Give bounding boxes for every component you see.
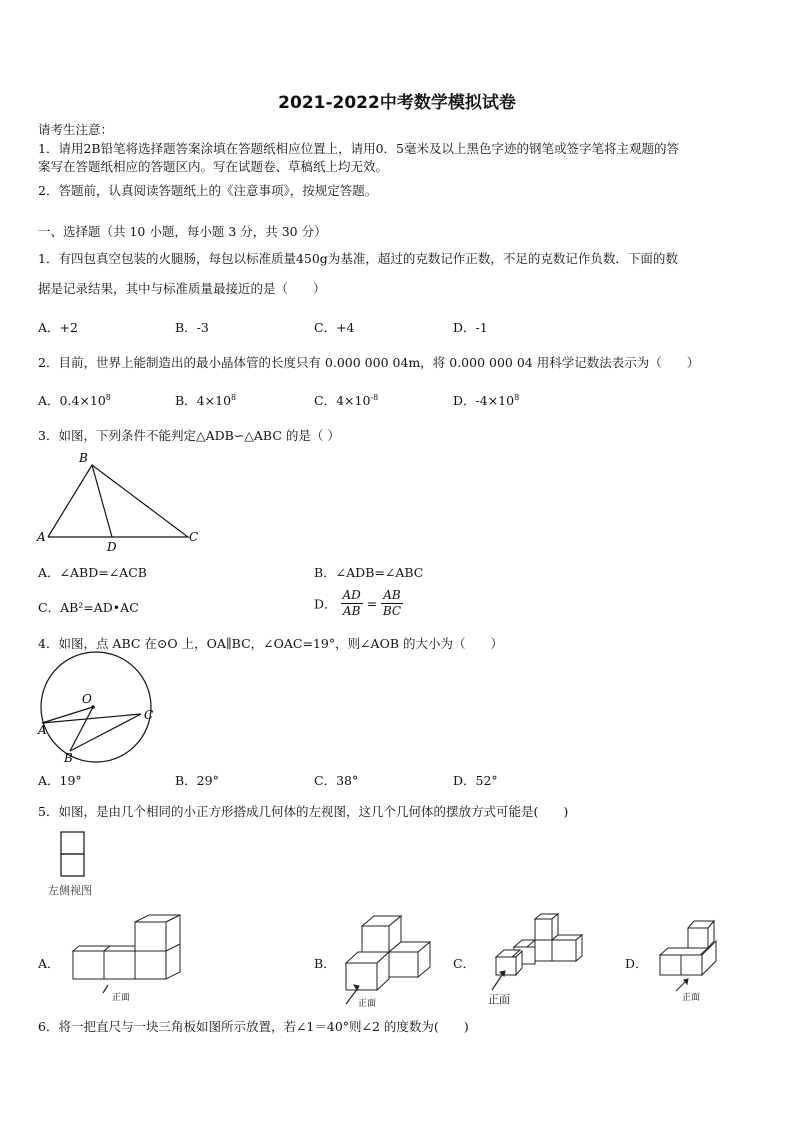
q5-option-d: D． [625,956,648,971]
q3-label-a: A [37,530,46,544]
q5-option-b: B． [314,956,336,971]
page-title: 2021-2022中考数学模拟试卷 [278,93,516,113]
q4-option-b: B．29° [175,773,219,788]
notice-line-3: 2．答题前，认真阅读答题纸上的《注意事项》，按规定答题。 [38,183,378,198]
q1-option-b: B．-3 [175,320,209,335]
fraction-ab-bc: $\frac{AB}{BC}$ [382,588,402,618]
q5-a-front-label: 正面 [112,993,131,1003]
question-5-stem: 5．如图，是由几个相同的小正方形搭成几何体的左视图，这几个几何体的摆放方式可能是( ) [38,804,569,819]
question-3-stem: 3．如图，下列条件不能判定△ADB∽△ABC 的是（ ） [38,428,340,443]
q5-option-a: A． [38,956,60,971]
q5-option-b-cubes [346,916,430,1004]
q4-option-c: C．38° [314,773,359,788]
q3-label-d: D [107,540,117,554]
question-6-stem: 6．将一把直尺与一块三角板如图所示放置，若∠1＝40°则∠2 的度数为( ) [38,1019,469,1034]
q5-c-front-label: 正面 [488,993,510,1006]
q3-option-c: C．AB²=AD•AC [38,600,139,615]
q5-option-c-cubes [492,914,582,990]
q5-option-c: C． [453,956,476,971]
question-1-line-2: 据是记录结果，其中与标准质量最接近的是（ ） [38,281,326,296]
q5-option-a-cubes [73,915,180,993]
q4-option-d: D．52° [453,773,498,788]
q2-option-c: C．$4\times 10^{-8}$ [314,392,379,408]
notice-line-1: 1．请用2B铅笔将选择题答案涂填在答题纸相应位置上，请用0．5毫米及以上黑色字迹的钢笔或签字笔将主观题的答 [38,141,679,156]
q2-option-d: D．$-4\times 10^8$ [453,392,520,408]
fraction-ad-ab: $\frac{AD}{AB}$ [342,588,361,618]
notice-heading: 请考生注意： [38,122,114,137]
left-view-caption: 左侧视图 [48,884,92,897]
q1-option-d: D．-1 [453,320,488,335]
q2-option-a: A．$0.4\times 10^8$ [38,392,111,408]
q3-option-d: D． $\frac{AD}{AB}$ = $\frac{AB}{BC}$ [314,588,402,618]
q3-option-b: B．∠ADB=∠ABC [314,565,424,580]
q4-label-a: A [38,723,47,737]
q3-label-c: C [189,530,199,544]
q1-option-a: A．+2 [38,320,78,335]
q2-option-b: B．$4\times 10^8$ [175,392,237,408]
question-4-stem: 4．如图，点 ABC 在⊙O 上，OA∥BC，∠OAC=19°，则∠AOB 的大小为（ ） [38,636,503,651]
q4-label-b: B [64,751,73,765]
q3-option-a: A．∠ABD=∠ACB [38,565,147,580]
q4-label-o: O [82,692,92,706]
question-1-line-1: 1．有四包真空包装的火腿肠，每包以标准质量450g为基准，超过的克数记作正数，不足的克数记作负数．下面的数 [38,251,678,266]
q4-label-c: C [144,708,154,722]
q5-option-d-cubes [660,921,716,991]
q3-label-b: B [79,451,88,465]
section-heading: 一、选择题（共 10 小题，每小题 3 分，共 30 分） [38,224,327,239]
q1-option-c: C．+4 [314,320,355,335]
notice-line-2: 案写在答题纸相应的答题区内。写在试题卷、草稿纸上均无效。 [38,159,389,174]
q5-b-front-label: 正面 [358,999,377,1009]
q4-option-a: A．19° [38,773,82,788]
q5-d-front-label: 正面 [682,993,701,1003]
question-2-stem: 2．目前，世界上能制造出的最小晶体管的长度只有 0.000 000 04m，将 0.000 000 04 用科学记数法表示为（ ） [38,355,700,370]
